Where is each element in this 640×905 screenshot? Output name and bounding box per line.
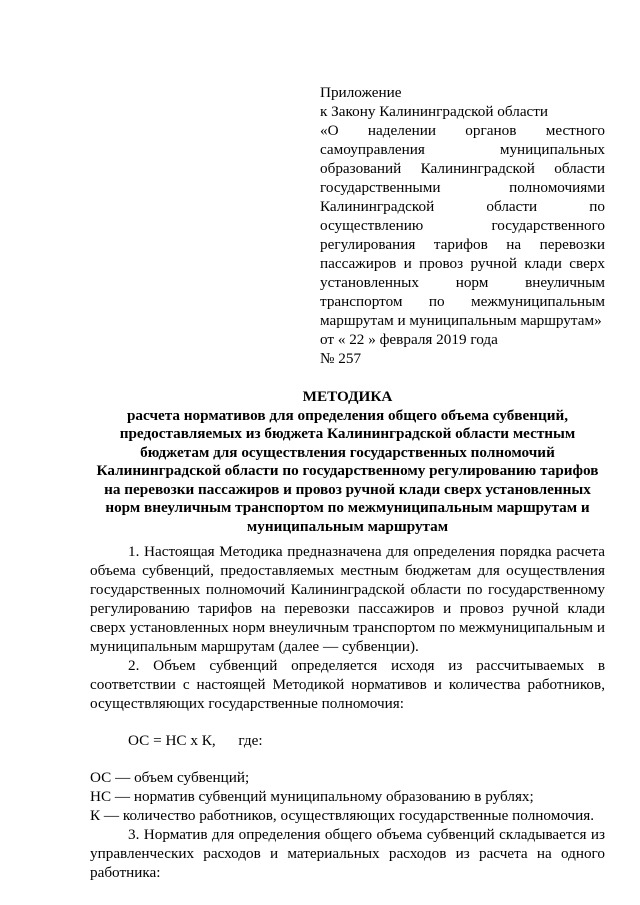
appendix-label: Приложение: [320, 84, 402, 101]
legend-os: ОС — объем субвенций;: [90, 769, 250, 786]
appendix-number: № 257: [320, 350, 362, 367]
document-body: [90, 542, 605, 882]
appendix-law-reference: к Закону Калининградской области: [320, 103, 549, 120]
legend-ns: НС — норматив субвенций муниципальному образованию в рублях;: [90, 788, 534, 805]
methodology-title-block: [90, 388, 605, 536]
methodology-subtitle: расчета нормативов для определения общего объема субвенций, предоставляемых из бюджета Калининградской области местным бюджетам для осуществления государственных полномочий Калининградской области по государственному регулированию тарифов на перевозки пассажиров и провоз ручной клади сверх установленных норм внеуличным транспортом по межмуниципальным маршрутам и муниципальным маршрутам: [96, 406, 599, 535]
appendix-header: [320, 83, 605, 368]
paragraph-3: 3. Норматив для определения общего объема субвенций складывается из управленческих расходов и материальных расходов из расчета на одного работника:: [90, 826, 605, 881]
paragraph-2: 2. Объем субвенций определяется исходя из рассчитываемых в соответствии с настоящей Методикой нормативов и количества работников, осуществляющих государственные полномочия:: [90, 657, 605, 712]
appendix-law-title: «О наделении органов местного самоуправления муниципальных образований Калининградской области государственными полномочиями Калининградской области по осуществлению государственного регулирования тарифов на перевозки пассажиров и провоз ручной клади сверх установленных норм внеуличным транспортом по межмуниципальным маршрутам и муниципальным маршрутам»: [320, 122, 605, 329]
methodology-title: МЕТОДИКА: [302, 388, 393, 405]
paragraph-1: 1. Настоящая Методика предназначена для определения порядка расчета объема субвенций, предоставляемых местным бюджетам для осуществления государственных полномочий Калининградской области по государственному регулированию тарифов на перевозки пассажиров и провоз ручной клади сверх установленных норм внеуличным транспортом по межмуниципальным и муниципальным маршрутам (далее — субвенции).: [90, 543, 605, 655]
legend-k: К — количество работников, осуществляющих государственные полномочия.: [90, 807, 595, 824]
formula-legend: [90, 768, 605, 825]
appendix-date: от « 22 » февраля 2019 года: [320, 331, 498, 348]
formula: ОС = НС х К, где:: [128, 732, 263, 749]
